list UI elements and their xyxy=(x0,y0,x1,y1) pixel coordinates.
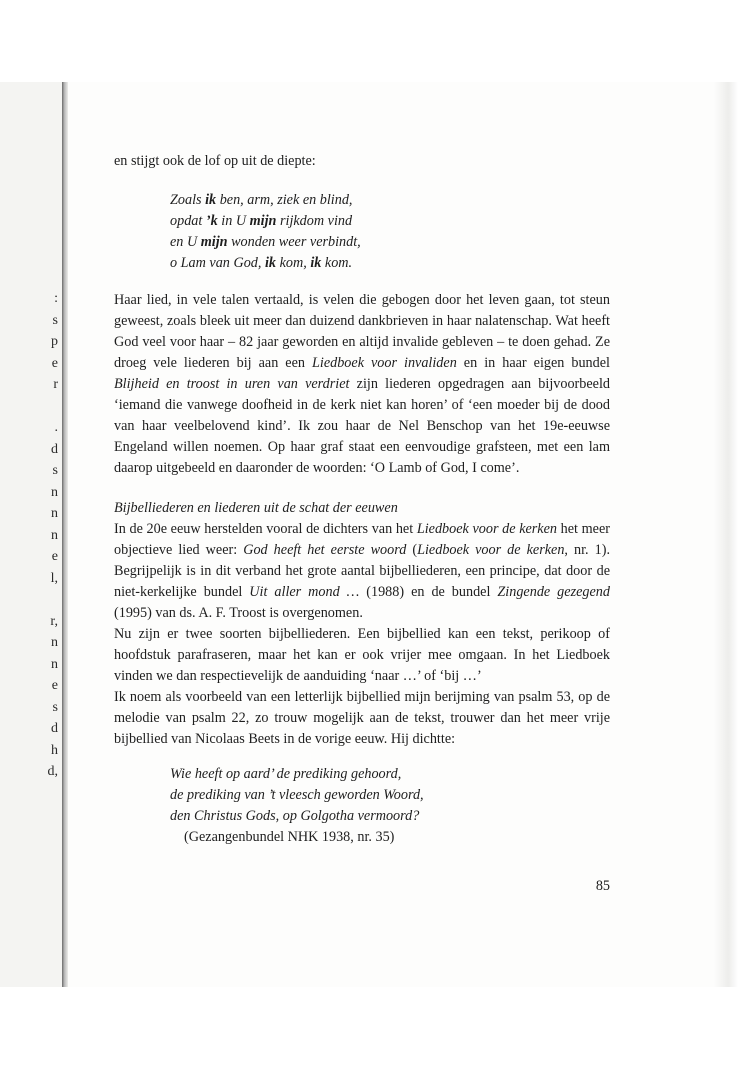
text-run: (1995) van ds. A. F. Troost is overgenomen. xyxy=(114,605,363,621)
facing-page-fragment: n xyxy=(51,484,58,500)
page-edge-shadow xyxy=(714,82,738,987)
text-run: ( xyxy=(406,542,418,558)
text-run: kom, xyxy=(276,255,311,271)
facing-page-fragment: s xyxy=(52,312,58,328)
facing-page-fragment xyxy=(44,396,58,418)
text-run: Haar lied, in vele talen vertaald, is velen die gebogen door het leven gaan, tot steun geweest, zoals bleek uit meer dan duizend dankbrieven in haar nalatenschap. Wat heeft God veel voor haar – 82 jaar geworden en altijd invalide gebleven – te doen gehad. Ze droeg vele liederen bij aan een xyxy=(114,292,610,371)
poem-line xyxy=(170,211,610,232)
facing-page-fragment xyxy=(44,589,58,611)
paragraph-hymn-history xyxy=(114,290,610,479)
bold-text: mijn xyxy=(249,213,277,229)
facing-page-fragment: n xyxy=(51,527,58,543)
italic-title: Liedboek voor invaliden xyxy=(311,355,457,371)
text-run: en in haar eigen bundel xyxy=(456,355,610,371)
text-run: wonden weer verbindt, xyxy=(227,234,361,250)
facing-page-fragment: e xyxy=(51,678,58,693)
bold-text: ik xyxy=(264,255,277,271)
italic-title: Zingende gezegend xyxy=(497,584,610,600)
poem-line xyxy=(170,190,610,211)
poem-stanza xyxy=(170,190,610,274)
text-run: en U xyxy=(170,234,201,250)
facing-page-fragment: l, xyxy=(50,570,58,586)
facing-page-fragment: n xyxy=(51,635,58,650)
text-run: rijkdom vind xyxy=(276,213,353,229)
text-run: In de 20e eeuw herstelden vooral de dichters van het xyxy=(114,521,417,537)
quoted-poem xyxy=(170,764,610,848)
facing-page-edge xyxy=(0,82,62,987)
section-heading: Bijbelliederen en liederen uit de schat der eeuwen xyxy=(114,500,398,516)
bold-text: mijn xyxy=(200,234,228,250)
text-run: o Lam van God, xyxy=(170,255,265,271)
bold-text: ik xyxy=(310,255,322,271)
facing-page-fragment: s xyxy=(52,699,58,715)
page-content xyxy=(114,151,610,848)
poem-line xyxy=(170,232,610,253)
text-run: kom. xyxy=(321,255,353,271)
text-run: (1988) en de bundel xyxy=(359,584,498,600)
facing-page-fragment: n xyxy=(51,506,58,521)
text-run: Zoals xyxy=(170,192,206,208)
paragraph-example: Ik noem als voorbeeld van een letterlijk bijbellied mijn berijming van psalm 53, op de melodie van psalm 22, zo trouw mogelijk aan de tekst, trouwer dan het meer vrije bijbellied van Nicolaas Beets in de vorige eeuw. Hij dichtte: xyxy=(114,689,610,747)
paragraph-20th-century xyxy=(114,519,610,624)
facing-page-fragment: r, xyxy=(50,613,58,629)
facing-page-fragment: e xyxy=(51,355,58,371)
facing-page-fragment: n xyxy=(51,656,58,672)
poem-line xyxy=(170,253,610,274)
italic-title: Blijheid en troost in uren van verdriet xyxy=(114,376,350,392)
facing-page-fragment: e xyxy=(51,549,58,564)
italic-title: God heeft het eerste woord xyxy=(243,542,407,558)
italic-title: Liedboek voor de kerken xyxy=(417,542,565,558)
poem-line: de prediking van ’t vleesch geworden Woord, xyxy=(170,787,424,803)
facing-page-fragment: : xyxy=(54,291,58,306)
text-run: ben, arm, ziek en blind, xyxy=(216,192,353,208)
poem-line: den Christus Gods, op Golgotha vermoord? xyxy=(170,808,420,824)
facing-page-line-endings xyxy=(44,288,58,783)
bold-text: ’k xyxy=(205,213,218,229)
facing-page-fragment: s xyxy=(52,463,58,478)
italic-title: Uit aller mond … xyxy=(249,584,360,600)
text-run: , nr. 1). Begrijpelijk is in dit verband het grote aantal bijbelliederen, een principe, dat door de niet-kerkelijke bundel xyxy=(114,542,610,600)
italic-title: Liedboek voor de kerken xyxy=(416,521,557,537)
poem-line: Wie heeft op aard’ de prediking gehoord, xyxy=(170,766,402,782)
intro-line: en stijgt ook de lof op uit de diepte: xyxy=(114,153,316,169)
facing-page-fragment: d xyxy=(51,721,58,736)
text-run: opdat xyxy=(170,213,206,229)
paragraph-two-kinds: Nu zijn er twee soorten bijbelliederen. Een bijbellied kan een tekst, perikoop of hoofdstuk parafraseren, maar het kan er ook vrijer mee omgaan. In het Liedboek vinden we dan respectievelijk de aanduiding ‘naar …’ of ‘bij …’ xyxy=(114,626,610,684)
facing-page-fragment: r xyxy=(53,377,58,392)
text-run: het meer objectieve lied weer: xyxy=(114,521,610,558)
facing-page-fragment: d xyxy=(51,441,58,457)
text-run: zijn liederen opgedragen aan bijvoorbeeld ‘iemand die vanwege doofheid in de kerk niet kan horen’ of ‘een moeder bij de dood van haar veelbelovend kind’. Ik zou haar de Nel Benschop van het 19e-eeuwse Engeland willen noemen. Op haar graf staat een eenvoudige grafsteen, met een lam daarop uitgebeeld en daaronder de woorden: ‘O Lamb of God, I come’. xyxy=(114,376,610,476)
text-run: in U xyxy=(217,213,250,229)
bold-text: ik xyxy=(205,192,217,208)
facing-page-fragment: d, xyxy=(47,764,58,779)
poem-source: (Gezangenbundel NHK 1938, nr. 35) xyxy=(184,829,395,845)
facing-page-fragment: h xyxy=(51,742,58,758)
facing-page-fragment: . xyxy=(54,420,58,435)
page-number: 85 xyxy=(595,878,610,894)
facing-page-fragment: p xyxy=(51,334,58,349)
